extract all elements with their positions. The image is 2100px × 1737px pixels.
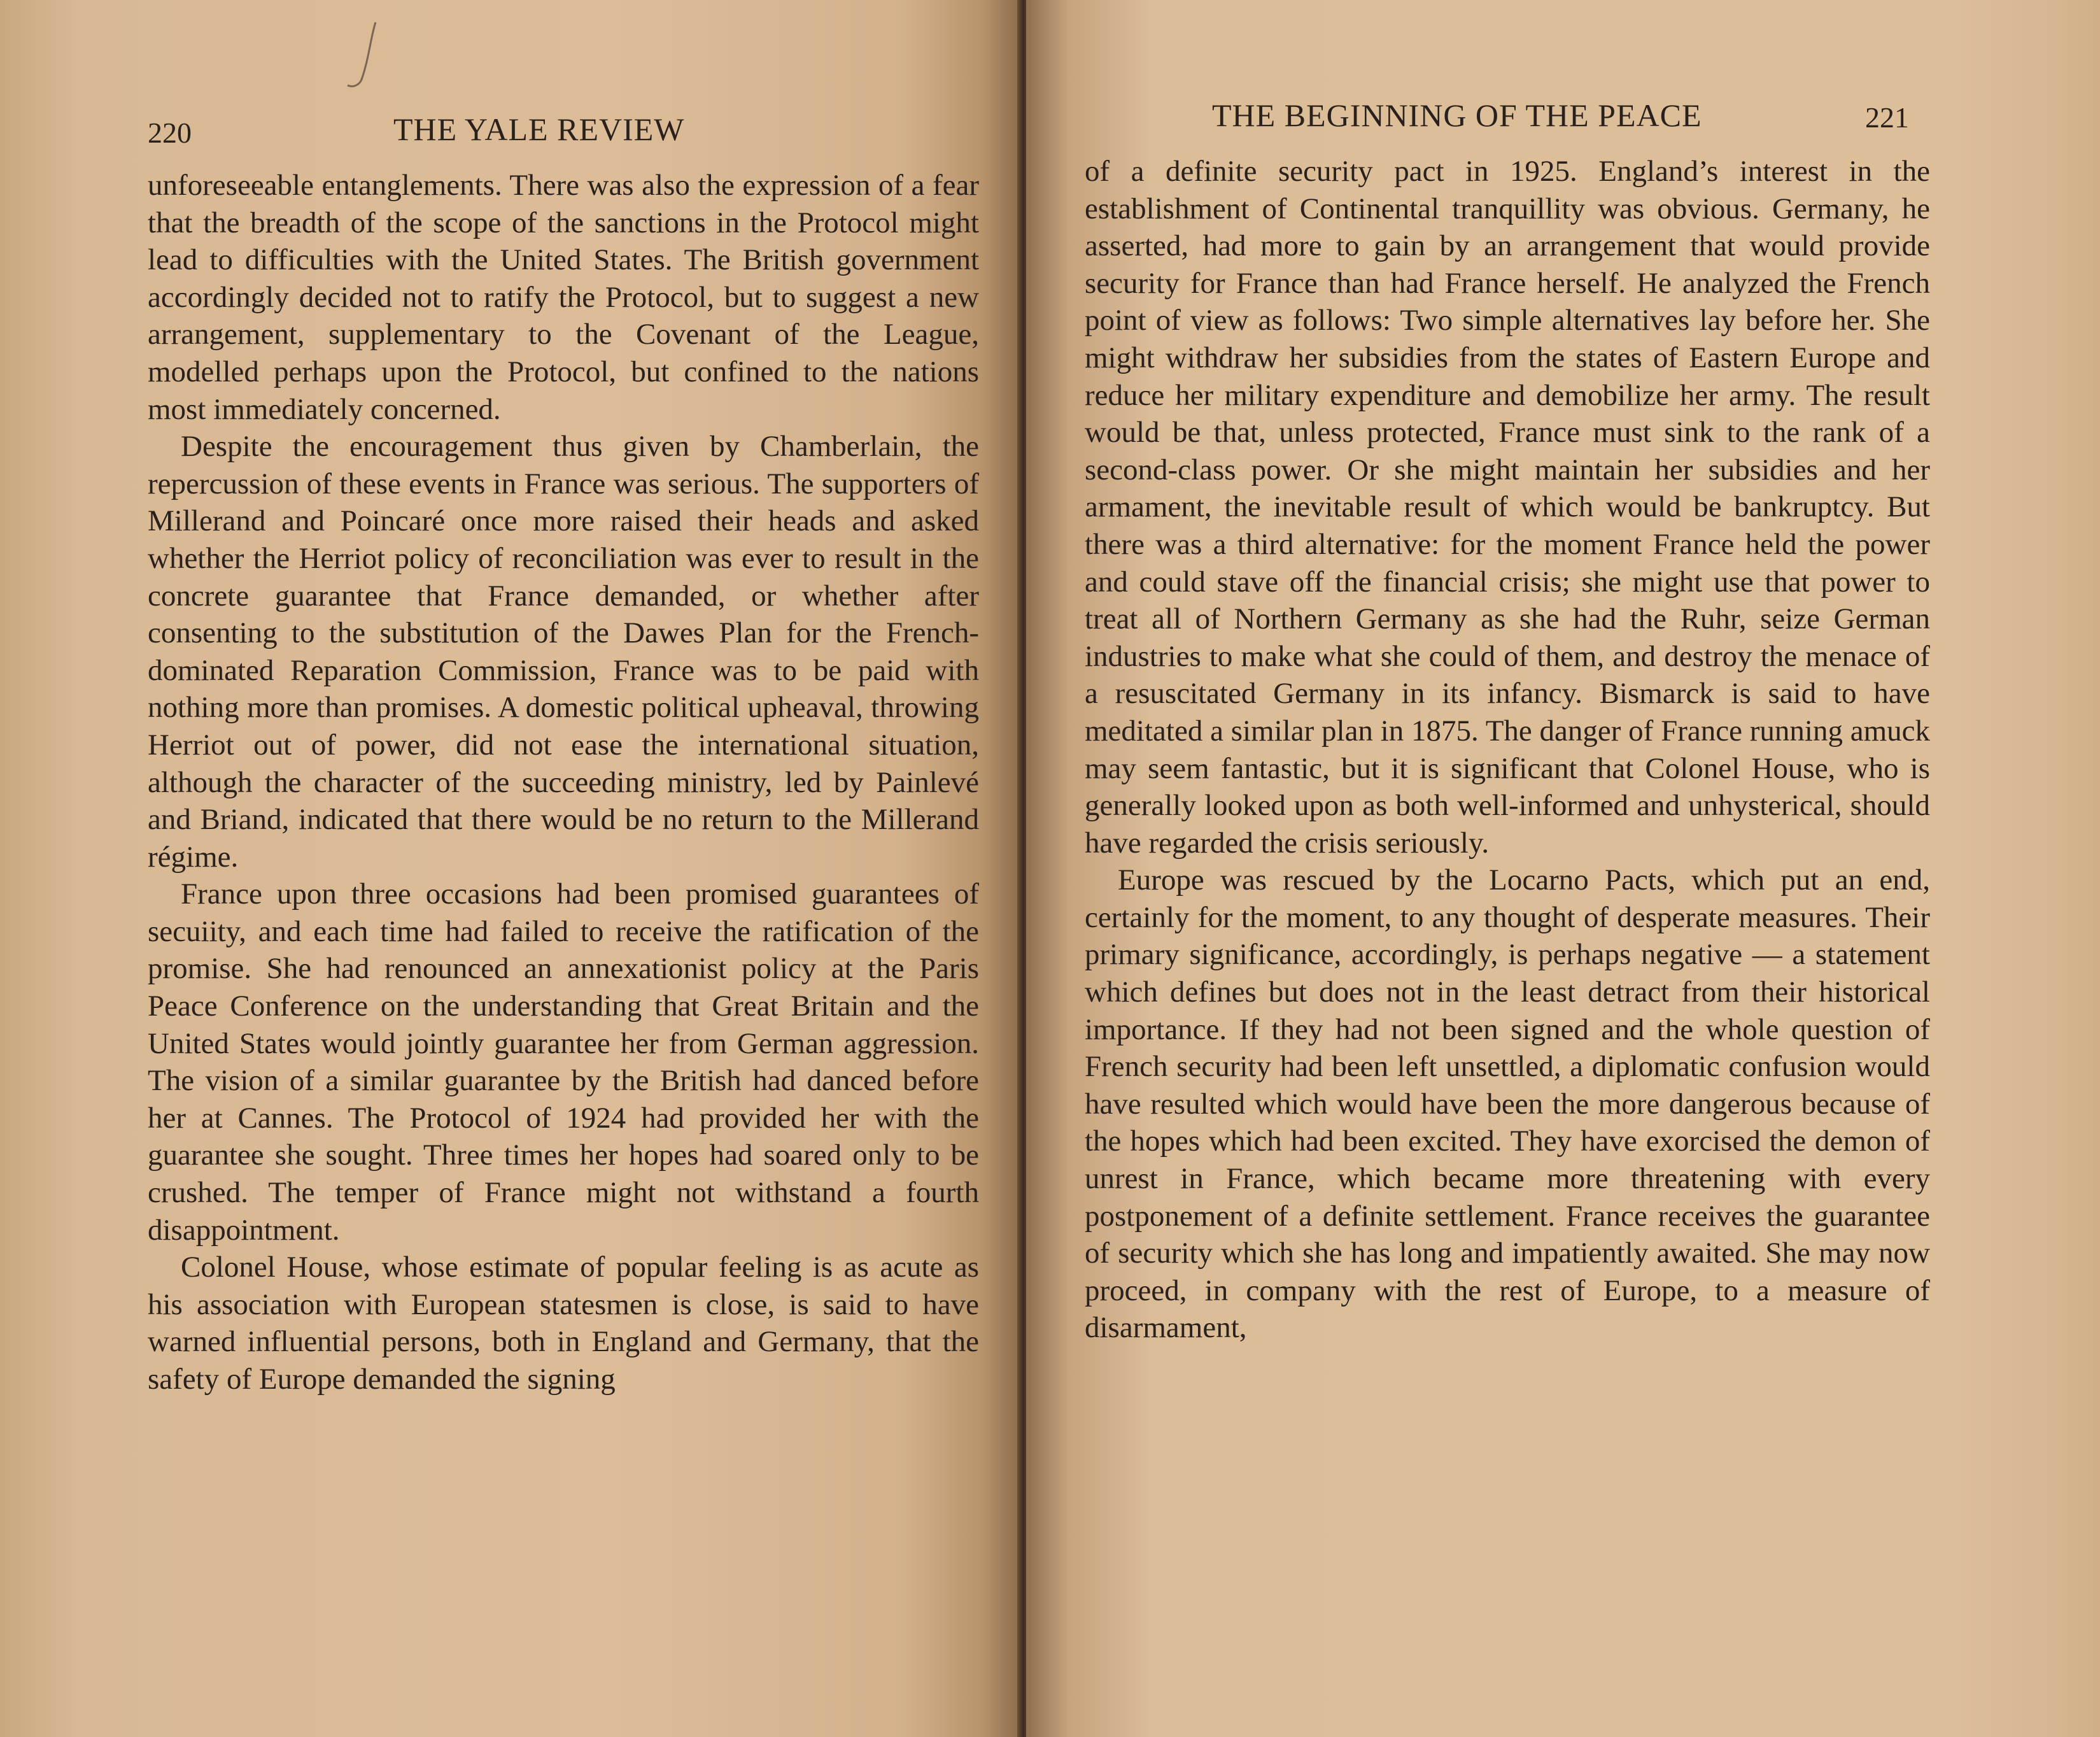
- right-page: [1026, 0, 2100, 1737]
- page-number: 221: [1865, 101, 1909, 134]
- running-head: THE BEGINNING OF THE PEACE: [1212, 97, 1702, 133]
- paragraph: Despite the encouragement thus given by Chamberlain, the repercussion of these events in France was serious. The supporters of Millerand and Poincaré once more raised their heads and asked whether the Herriot policy of reconciliation was ever to result in the concrete guarantee that France demanded, or whether after consenting to the substitution of the Dawes Plan for the French-dominated Reparation Commission, France was to be paid with nothing more than promises. A domestic political upheaval, throwing Herriot out of power, did not ease the international situation, although the character of the succeeding ministry, led by Painlevé and Briand, indicated that there would be no return to the Millerand régime.: [148, 430, 979, 874]
- paragraph: Europe was rescued by the Locarno Pacts, which put an end, certainly for the moment, to any thought of desperate measures. Their primary significance, accordingly, is perhaps negative — a statement which defines but does not in the least detract from their historical importance. If they had not been signed and the whole question of French security had been left unsettled, a diplomatic confusion would have resulted which would have been the more dangerous because of the hopes which had been excited. They have exorcised the demon of unrest in France, which became more threatening with every postponement of a definite settlement. France receives the guarantee of security which she has long and impatiently awaited. She may now proceed, in company with the rest of Europe, to a measure of disarmament,: [1085, 863, 1930, 1345]
- page-number: 220: [148, 117, 192, 149]
- paragraph: Colonel House, whose estimate of popular feeling is as acute as his association with European statesmen is close, is said to have warned influential persons, both in England and Germany, that the safety of Europe demanded the signing: [148, 1251, 979, 1396]
- left-page: [0, 0, 1022, 1737]
- paragraph: unforeseeable entanglements. There was also the expression of a fear that the breadth of the scope of the sanctions in the Protocol might lead to difficulties with the United States. The British government accordingly decided not to ratify the Protocol, but to suggest a new arrangement, supplementary to the Covenant of the League, modelled perhaps upon the Protocol, but confined to the nations most immediately concerned.: [148, 169, 979, 426]
- body-text: [148, 167, 979, 1398]
- paragraph: France upon three occasions had been promised guarantees of secuiity, and each time had failed to receive the ratification of the promise. She had renounced an annexationist policy at the Paris Peace Conference on the understanding that Great Britain and the United States would jointly guarantee her from German aggression. The vision of a similar guarantee by the British had danced before her at Cannes. The Protocol of 1924 had provided her with the guarantee she sought. Three times her hopes had soared only to be crushed. The temper of France might not withstand a fourth disappointment.: [148, 877, 979, 1247]
- body-text: [1085, 153, 1930, 1347]
- running-head: THE YALE REVIEW: [393, 111, 685, 147]
- paragraph: of a definite security pact in 1925. England’s interest in the establishment of Continental tranquillity was obvious. Germany, he asserted, had more to gain by an arrangement that would provide security for France than had France herself. He analyzed the French point of view as follows: Two simple alternatives lay before her. She might withdraw her subsidies from the states of Eastern Europe and reduce her military expenditure and demobilize her army. The result would be that, unless protected, France must sink to the rank of a second-class power. Or she might maintain her subsidies and her armament, the inevitable result of which would be bankruptcy. But there was a third alternative: for the moment France held the power and could stave off the financial crisis; she might use that power to treat all of Northern Germany as she had the Ruhr, seize German industries to make what she could of them, and destroy the menace of a resuscitated Germany in its infancy. Bismarck is said to have meditated a similar plan in 1875. The danger of France running amuck may seem fantastic, but it is significant that Colonel House, who is generally looked upon as both well-informed and unhysterical, should have regarded the crisis seriously.: [1085, 155, 1930, 860]
- pencil-mark-icon: [344, 19, 395, 89]
